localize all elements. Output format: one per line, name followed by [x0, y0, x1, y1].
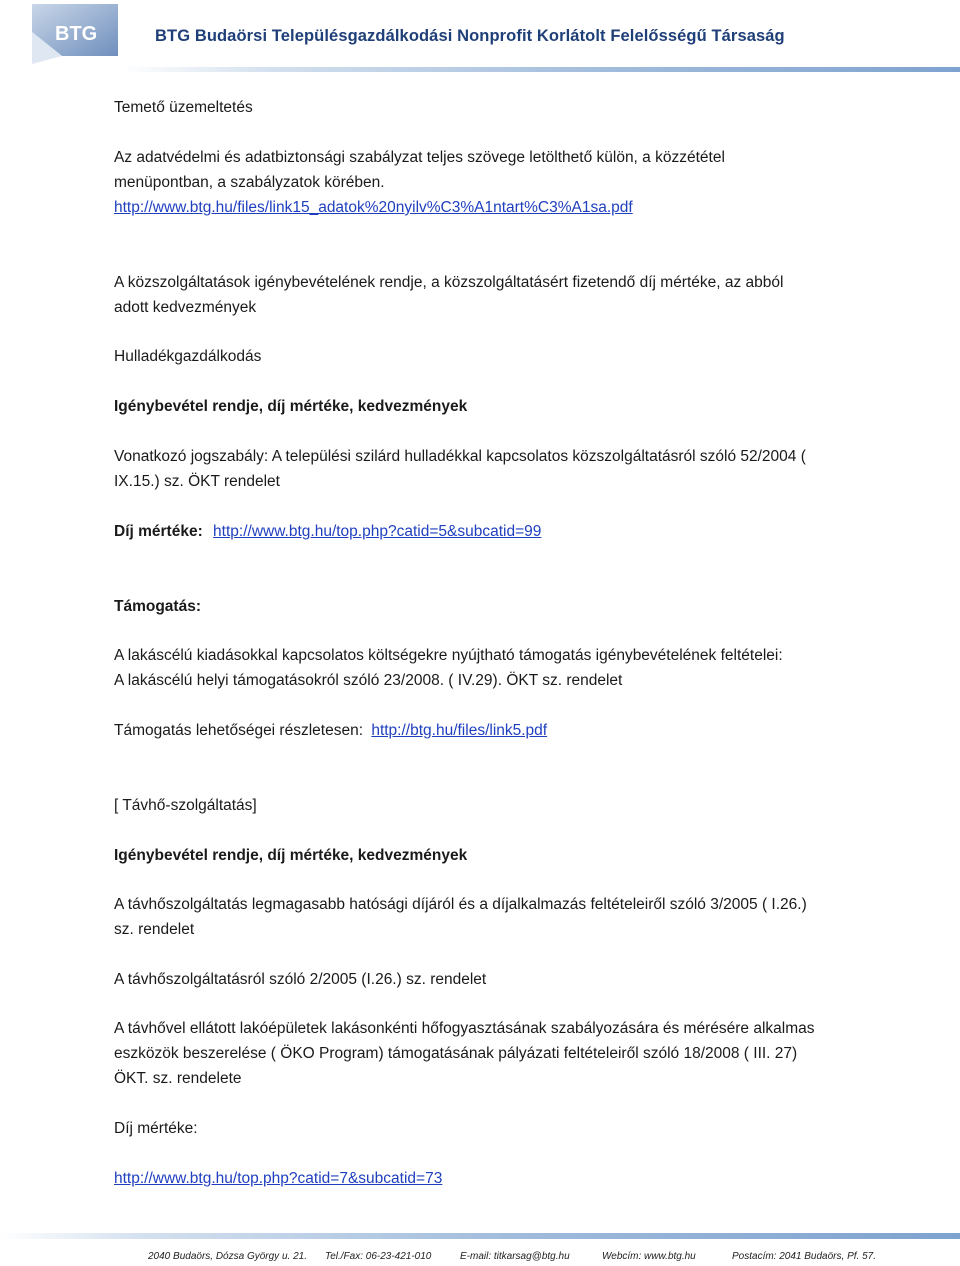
privacy-text-line-1: Az adatvédelmi és adatbiztonsági szabályzat teljes szövege letölthető külön, a közzététel: [114, 149, 725, 166]
section-title: Temető üzemeltetés: [114, 99, 253, 116]
footer-phone: Tel./Fax: 06-23-421-010: [325, 1251, 432, 1262]
waste-fee-label: Díj mértéke:: [114, 523, 203, 540]
page-footer: [0, 1251, 960, 1265]
privacy-policy-link[interactable]: http://www.btg.hu/files/link15_adatok%20nyilv%C3%A1ntart%C3%A1sa.pdf: [114, 199, 633, 216]
footer-divider: [0, 1233, 960, 1239]
heating-fee-link[interactable]: http://www.btg.hu/top.php?catid=7&subcatid=73: [114, 1170, 443, 1187]
waste-law-line-1: Vonatkozó jogszabály: A települési szilárd hulladékkal kapcsolatos közszolgáltatásról szóló 52/2004 (: [114, 448, 806, 465]
public-services-heading-line-2: adott kedvezmények: [114, 299, 257, 316]
heating-law-1-line-1: A távhőszolgáltatás legmagasabb hatósági díjáról és a díjalkalmazás feltételeiről szóló 3/2005 ( I.26.): [114, 896, 807, 913]
header-divider: [120, 67, 960, 72]
heating-law-3-line-2: eszközök beszerelése ( ÖKO Program) támogatásának pályázati feltételeiről szóló 18/2008 ( III. 27): [114, 1045, 798, 1062]
heating-subheading: Igénybevétel rendje, díj mértéke, kedvezmények: [114, 847, 468, 864]
page-header: [0, 0, 960, 76]
waste-law-line-2: IX.15.) sz. ÖKT rendelet: [114, 473, 280, 490]
logo-text: BTG: [55, 23, 98, 45]
heating-fee-label: Díj mértéke:: [114, 1120, 198, 1137]
heating-law-3-line-3: ÖKT. sz. rendelete: [114, 1070, 242, 1087]
support-details-link[interactable]: http://btg.hu/files/link5.pdf: [371, 722, 548, 739]
footer-address: 2040 Budaörs, Dózsa György u. 21.: [148, 1251, 307, 1262]
waste-subheading: Igénybevétel rendje, díj mértéke, kedvezmények: [114, 398, 468, 415]
support-text-line-1: A lakáscélú kiadásokkal kapcsolatos költségekre nyújtható támogatás igénybevételének feltételei:: [114, 647, 783, 664]
support-text-line-2: A lakáscélú helyi támogatásokról szóló 23/2008. ( IV.29). ÖKT sz. rendelet: [114, 672, 623, 689]
waste-management-title: Hulladékgazdálkodás: [114, 348, 262, 365]
waste-fee-row: [114, 521, 541, 543]
footer-postal: Postacím: 2041 Budaörs, Pf. 57.: [732, 1251, 876, 1262]
waste-fee-link[interactable]: http://www.btg.hu/top.php?catid=5&subcatid=99: [213, 523, 542, 540]
district-heating-title: [ Távhő-szolgáltatás]: [114, 797, 257, 814]
organization-name: BTG Budaörsi Településgazdálkodási Nonprofit Korlátolt Felelősségű Társaság: [155, 27, 785, 45]
support-details-row: [114, 720, 547, 742]
privacy-text-line-2: menüpontban, a szabályzatok körében.: [114, 174, 385, 191]
footer-web: Webcím: www.btg.hu: [602, 1251, 696, 1262]
footer-email: E-mail: titkarsag@btg.hu: [460, 1251, 570, 1262]
support-details-label: Támogatás lehetőségei részletesen:: [114, 722, 364, 739]
public-services-heading-line-1: A közszolgáltatások igénybevételének rendje, a közszolgáltatásért fizetendő díj mértéke, az abból: [114, 274, 784, 291]
support-heading: Támogatás:: [114, 598, 201, 615]
heating-law-3-line-1: A távhővel ellátott lakóépületek lakásonkénti hőfogyasztásának szabályozására és mérésére alkalmas: [114, 1020, 815, 1037]
btg-logo: [28, 2, 120, 66]
heating-law-1-line-2: sz. rendelet: [114, 921, 195, 938]
heating-law-2: A távhőszolgáltatásról szóló 2/2005 (I.26.) sz. rendelet: [114, 971, 487, 988]
